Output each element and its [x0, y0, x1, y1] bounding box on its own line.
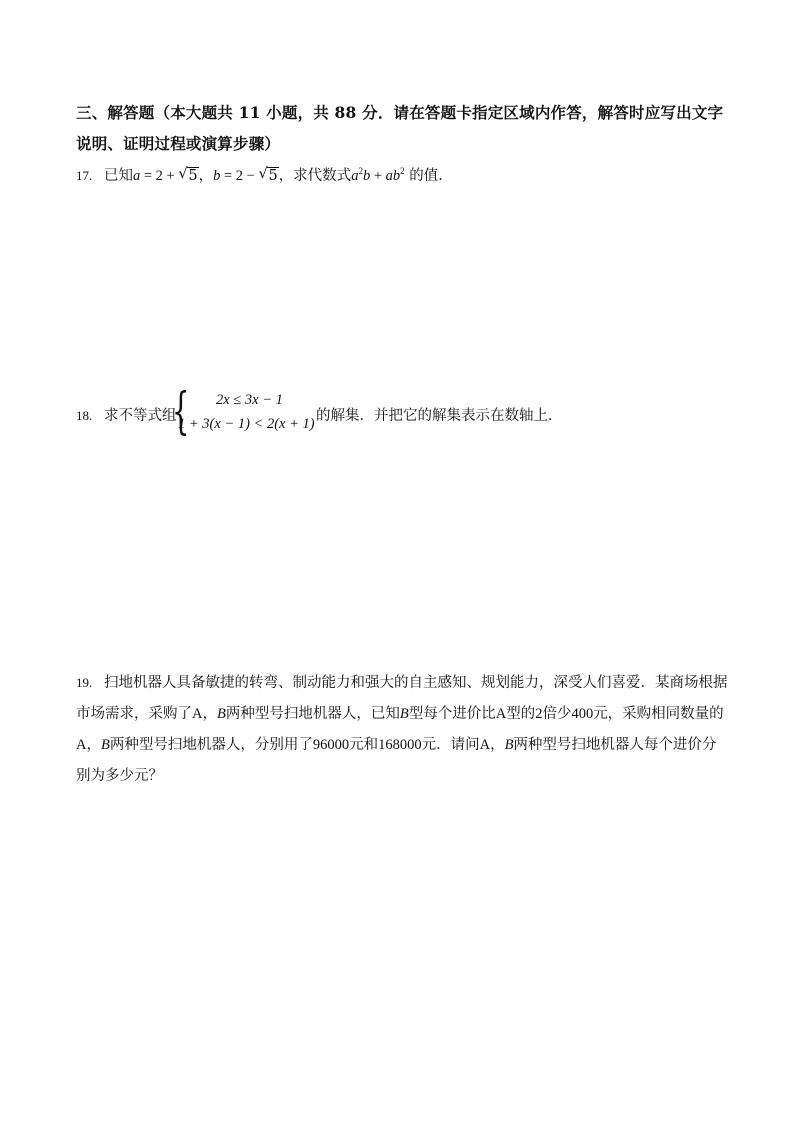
var-b: b — [213, 168, 221, 184]
number-400: 400 — [571, 706, 594, 722]
q19-text: 两种型号扫地机器人每个进价分别为多少元？ — [76, 737, 717, 784]
type-B: B — [504, 737, 514, 753]
expr-a: a — [351, 168, 359, 184]
q17-text: 的值． — [404, 168, 453, 184]
left-brace-icon: { — [172, 382, 190, 440]
type-A: A — [192, 706, 203, 722]
q17-eq2: = 2 − — [220, 168, 259, 184]
q19-text: 元和 — [349, 737, 379, 753]
q19-sep: ， — [86, 737, 101, 753]
question-17 — [76, 164, 453, 185]
q19-text: 型每个进价比 — [408, 706, 496, 722]
type-A: A — [76, 737, 87, 753]
q18-tail-text: 的解集．并把它的解集表示在数轴上． — [316, 408, 563, 424]
q19-text: 倍少 — [542, 706, 572, 722]
type-A: A — [495, 706, 507, 722]
inequality-1: 2x ≤ 3x − 1 — [216, 392, 283, 408]
q19-text: 型的 — [506, 706, 536, 722]
q17-comma: ， — [198, 168, 214, 184]
question-number: 18. — [76, 408, 93, 423]
sqrt-5: √ 5 — [178, 166, 198, 184]
exponent: 2 — [400, 166, 405, 177]
q19-text: 两种型号扫地机器人，已知 — [225, 706, 400, 722]
number-168000: 168000 — [378, 737, 422, 753]
q19-text: 元，采购相同数量的 — [593, 706, 724, 722]
number-96000: 96000 — [312, 737, 350, 753]
q17-text: ，求代数式 — [278, 168, 352, 184]
expr-b: b — [362, 168, 371, 184]
q17-eq1: = 2 + — [140, 168, 179, 184]
q19-text: 元．请问 — [421, 737, 480, 753]
section-title: 三、解答题（本大题共 11 小题，共 88 分．请在答题卡指定区域内作答，解答时应写出文字说明、证明过程或演算步骤） — [76, 103, 724, 153]
q18-lead — [76, 404, 177, 425]
q19-sep: ， — [202, 706, 217, 722]
expr-ab: ab — [385, 168, 401, 184]
inequality-2: 1 + 3(x − 1) < 2(x + 1) — [178, 416, 315, 432]
q19-sep: ， — [490, 737, 505, 753]
q18-lead-text: 求不等式组 — [104, 408, 177, 424]
question-number: 17. — [76, 168, 93, 183]
question-number: 19. — [76, 675, 93, 690]
sqrt-5: √ 5 — [258, 166, 278, 184]
question-19 — [76, 667, 728, 792]
var-a: a — [133, 168, 141, 184]
question-18 — [76, 382, 726, 442]
q19-text: 扫地机器人具备敏捷的转弯、制动能力和强大的自主感知、规划能力，深受人们喜爱．某商场根据市场需求，采购了 — [76, 675, 728, 722]
type-B: B — [100, 737, 110, 753]
q17-text: 已知 — [104, 168, 133, 184]
expr-plus: + — [370, 168, 386, 184]
number-2: 2 — [535, 706, 543, 722]
type-A: A — [479, 737, 491, 753]
q19-text: 两种型号扫地机器人，分别用了 — [109, 737, 313, 753]
exponent: 2 — [358, 166, 363, 177]
type-B: B — [399, 706, 409, 722]
type-B: B — [216, 706, 226, 722]
